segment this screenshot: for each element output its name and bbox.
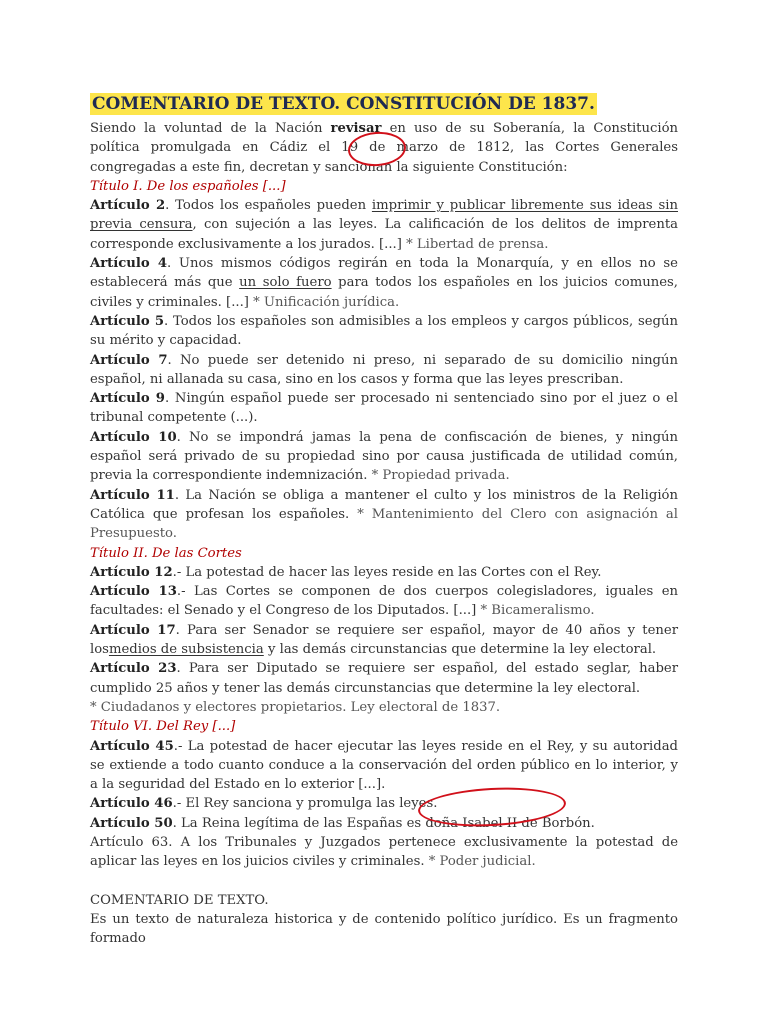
article-5 bbox=[90, 312, 678, 351]
preamble bbox=[90, 119, 678, 177]
underlined-phrase: imprimir y publicar libremente sus ideas sin previa censura bbox=[90, 198, 678, 233]
article-12 bbox=[90, 563, 678, 582]
isabel-ii-name: Isabel II de Borbón bbox=[462, 815, 591, 831]
article-text: . No puede ser detenido ni preso, ni separado de su domicilio ningún español, ni allanada su casa, sino en los casos y forma que las leyes prescriban. bbox=[90, 352, 678, 387]
article-13 bbox=[90, 582, 678, 621]
article-23 bbox=[90, 659, 678, 698]
article-label: Artículo 17 bbox=[90, 622, 176, 638]
article-note: * Libertad de prensa. bbox=[406, 236, 549, 252]
article-text: . bbox=[590, 815, 595, 831]
article-label: Artículo 9 bbox=[90, 391, 165, 407]
titulo-6-heading: Título VI. Del Rey [...] bbox=[90, 719, 236, 735]
titulo-2-heading: Título II. De las Cortes bbox=[90, 545, 242, 561]
article-50 bbox=[90, 814, 678, 833]
preamble-text: en uso de su Soberanía, la Constitución política promulgada en Cádiz el 19 de marzo de bbox=[90, 121, 679, 156]
preamble-text: , las Cortes Generales congregadas a este fin, decretan y sancionan la siguiente Constitución: bbox=[90, 140, 679, 175]
article-label: Artículo 10 bbox=[90, 429, 177, 445]
article-text: . No se impondrá jamas la pena de confiscación de bienes, y ningún español será privado de su propiedad sino por causa justificada de utilidad común, previa la correspondiente indemnización. bbox=[90, 429, 678, 484]
underlined-phrase: un solo fuero bbox=[239, 275, 332, 291]
article-note: * Mantenimiento del Clero con asignación al Presupuesto. bbox=[90, 506, 679, 542]
titulo-1-heading: Título I. De los españoles [...] bbox=[90, 178, 286, 194]
article-text: . Para ser Senador se requiere ser español, mayor de 40 años y tener los bbox=[90, 622, 678, 658]
article-text: . Todos los españoles pueden bbox=[165, 198, 372, 214]
article-label: Artículo 2 bbox=[90, 198, 166, 214]
comentario-heading: COMENTARIO DE TEXTO. bbox=[90, 892, 269, 908]
article-45 bbox=[90, 737, 678, 795]
preamble-text: Siendo la voluntad de la Nación bbox=[90, 121, 331, 136]
article-note: * Poder judicial. bbox=[428, 854, 536, 870]
article-text: .- El Rey sanciona y promulga las leyes. bbox=[172, 796, 438, 812]
article-7 bbox=[90, 351, 678, 390]
article-63 bbox=[90, 833, 678, 872]
article-label: Artículo 23 bbox=[90, 661, 177, 677]
article-text: . Todos los españoles son admisibles a los empleos y cargos públicos, según su mérito y capacidad. bbox=[90, 313, 678, 349]
article-label: Artículo 5 bbox=[90, 313, 165, 329]
year-1812: 1812 bbox=[476, 140, 510, 156]
article-2 bbox=[90, 196, 678, 254]
underlined-phrase: medios de subsistencia bbox=[108, 642, 264, 658]
article-9 bbox=[90, 389, 678, 428]
comentario-body: Es un texto de naturaleza historica y de contenido político jurídico. Es un fragmento formado bbox=[90, 911, 678, 947]
article-text: y las demás circunstancias que determine la ley electoral. bbox=[263, 642, 657, 658]
article-text: Artículo 63. A los Tribunales y Juzgados pertenece exclusivamente la potestad de aplicar las leyes en los juicios civiles y criminales. bbox=[90, 834, 678, 870]
article-text: . Para ser Diputado se requiere ser español, del estado seglar, haber cumplido 25 años y tener las demás circunstancias que determine la ley electoral. bbox=[90, 661, 678, 696]
article-10 bbox=[90, 428, 678, 486]
spacer bbox=[90, 872, 678, 891]
ciudadanos-note: * Ciudadanos y electores propietarios. Ley electoral de 1837. bbox=[90, 699, 501, 715]
article-note: * Bicameralismo. bbox=[480, 603, 595, 619]
article-11 bbox=[90, 486, 678, 544]
article-text: . La Nación se obliga a mantener el culto y los ministros de la Religión Católica que profesan los españoles. bbox=[90, 487, 678, 522]
article-text: .- La potestad de hacer ejecutar las leyes reside en el Rey, y su autoridad se extiende a todo cuanto conduce a la conservación del orden público en lo interior, y a la seguridad del Estado en lo exterior [...]. bbox=[90, 738, 678, 793]
article-note: * Propiedad privada. bbox=[371, 468, 510, 484]
article-text: .- La potestad de hacer las leyes reside en las Cortes con el Rey. bbox=[172, 564, 602, 580]
article-label: Artículo 13 bbox=[90, 584, 177, 600]
article-17 bbox=[90, 621, 678, 660]
article-label: Artículo 50 bbox=[90, 815, 173, 831]
article-text: para todos los españoles en los juicios comunes, civiles y criminales. [...] bbox=[90, 275, 678, 310]
article-label: Artículo 4 bbox=[90, 256, 167, 272]
article-text: . Ningún español puede ser procesado ni sentenciado sino por el juez o el tribunal competente (...). bbox=[90, 391, 678, 426]
article-4 bbox=[90, 254, 678, 312]
article-label: Artículo 7 bbox=[90, 352, 168, 368]
article-label: Artículo 12 bbox=[90, 564, 173, 580]
document-body bbox=[90, 93, 678, 948]
article-text: . Unos mismos códigos regirán en toda la Monarquía, y en ellos no se establecerá más que bbox=[90, 256, 678, 291]
article-text: . La Reina legítima de las Españas es doña bbox=[172, 815, 463, 831]
article-text: , con sujeción a las leyes. La calificación de los delitos de imprenta corresponde exclusivamente a los jurados. [...] bbox=[90, 217, 678, 252]
article-label: Artículo 46 bbox=[90, 796, 173, 812]
document-title: COMENTARIO DE TEXTO. CONSTITUCIÓN DE 1837. bbox=[92, 94, 595, 114]
article-note: * Unificación jurídica. bbox=[253, 294, 400, 310]
emphasis-revisar: revisar bbox=[330, 121, 382, 136]
article-46 bbox=[90, 794, 678, 813]
article-label: Artículo 11 bbox=[90, 487, 175, 503]
article-text: .- Las Cortes se componen de dos cuerpos colegisladores, iguales en facultades: el Senado y el Congreso de los Diputados. [...] bbox=[90, 584, 678, 619]
article-label: Artículo 45 bbox=[90, 738, 174, 754]
